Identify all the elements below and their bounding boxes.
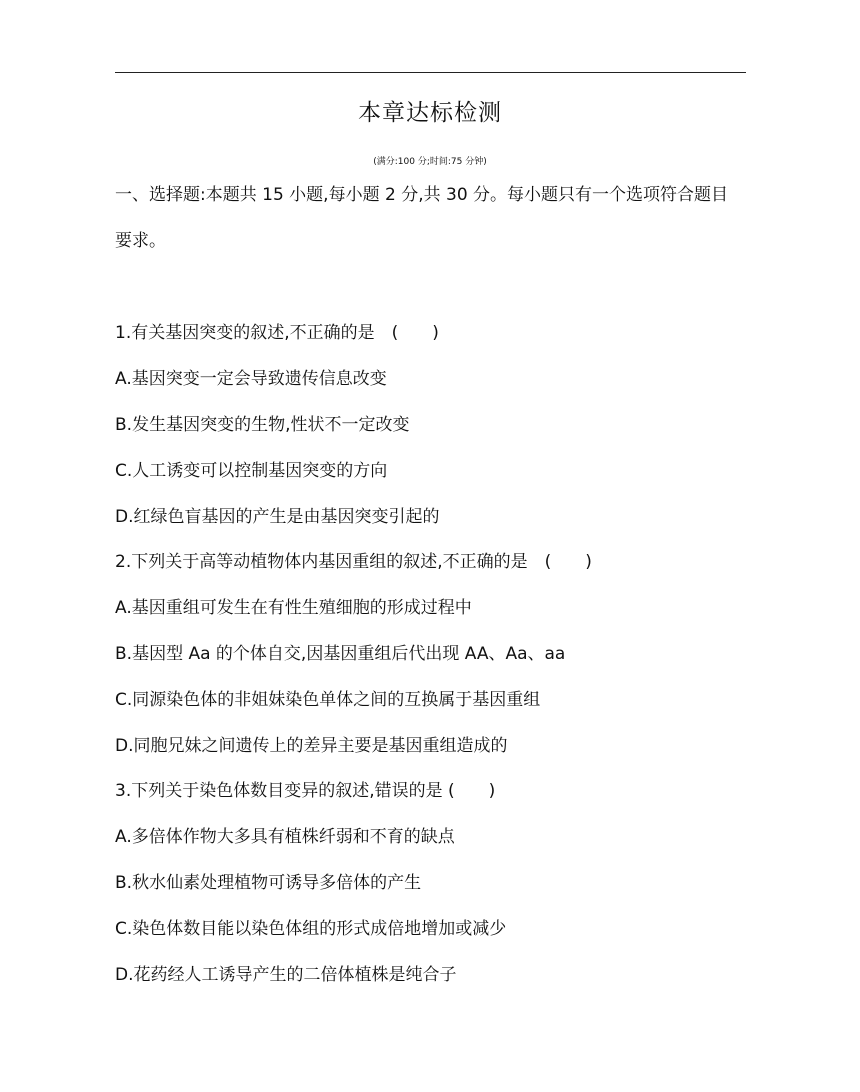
section-heading-line1: 一、选择题:本题共 15 小题,每小题 2 分,共 30 分。每小题只有一个选项符合题目 [115,185,729,205]
question-3-option-b: B.秋水仙素处理植物可诱导多倍体的产生 [115,873,422,893]
section-heading-line2: 要求。 [115,231,166,251]
question-3-option-c: C.染色体数目能以染色体组的形式成倍地增加或减少 [115,919,507,939]
question-2-option-b: B.基因型 Aa 的个体自交,因基因重组后代出现 AA、Aa、aa [115,644,566,664]
question-1-option-d: D.红绿色盲基因的产生是由基因突变引起的 [115,507,440,527]
question-3-stem: 3.下列关于染色体数目变异的叙述,错误的是 ( ) [115,781,496,801]
question-2-option-c: C.同源染色体的非姐妹染色单体之间的互换属于基因重组 [115,690,541,710]
question-1-option-c: C.人工诱变可以控制基因突变的方向 [115,461,388,481]
question-2-stem: 2.下列关于高等动植物体内基因重组的叙述,不正确的是 ( ) [115,552,592,572]
question-1-option-b: B.发生基因突变的生物,性状不一定改变 [115,415,410,435]
question-1-stem: 1.有关基因突变的叙述,不正确的是 ( ) [115,323,439,343]
question-2-option-a: A.基因重组可发生在有性生殖细胞的形成过程中 [115,598,472,618]
page-subtitle: (满分:100 分;时间:75 分钟) [373,157,487,167]
question-2-option-d: D.同胞兄妹之间遗传上的差异主要是基因重组造成的 [115,736,508,756]
question-3-option-a: A.多倍体作物大多具有植株纤弱和不育的缺点 [115,827,455,847]
question-1-option-a: A.基因突变一定会导致遗传信息改变 [115,369,387,389]
top-rule [115,72,746,73]
question-3-option-d: D.花药经人工诱导产生的二倍体植株是纯合子 [115,965,457,985]
page-title: 本章达标检测 [358,100,502,126]
